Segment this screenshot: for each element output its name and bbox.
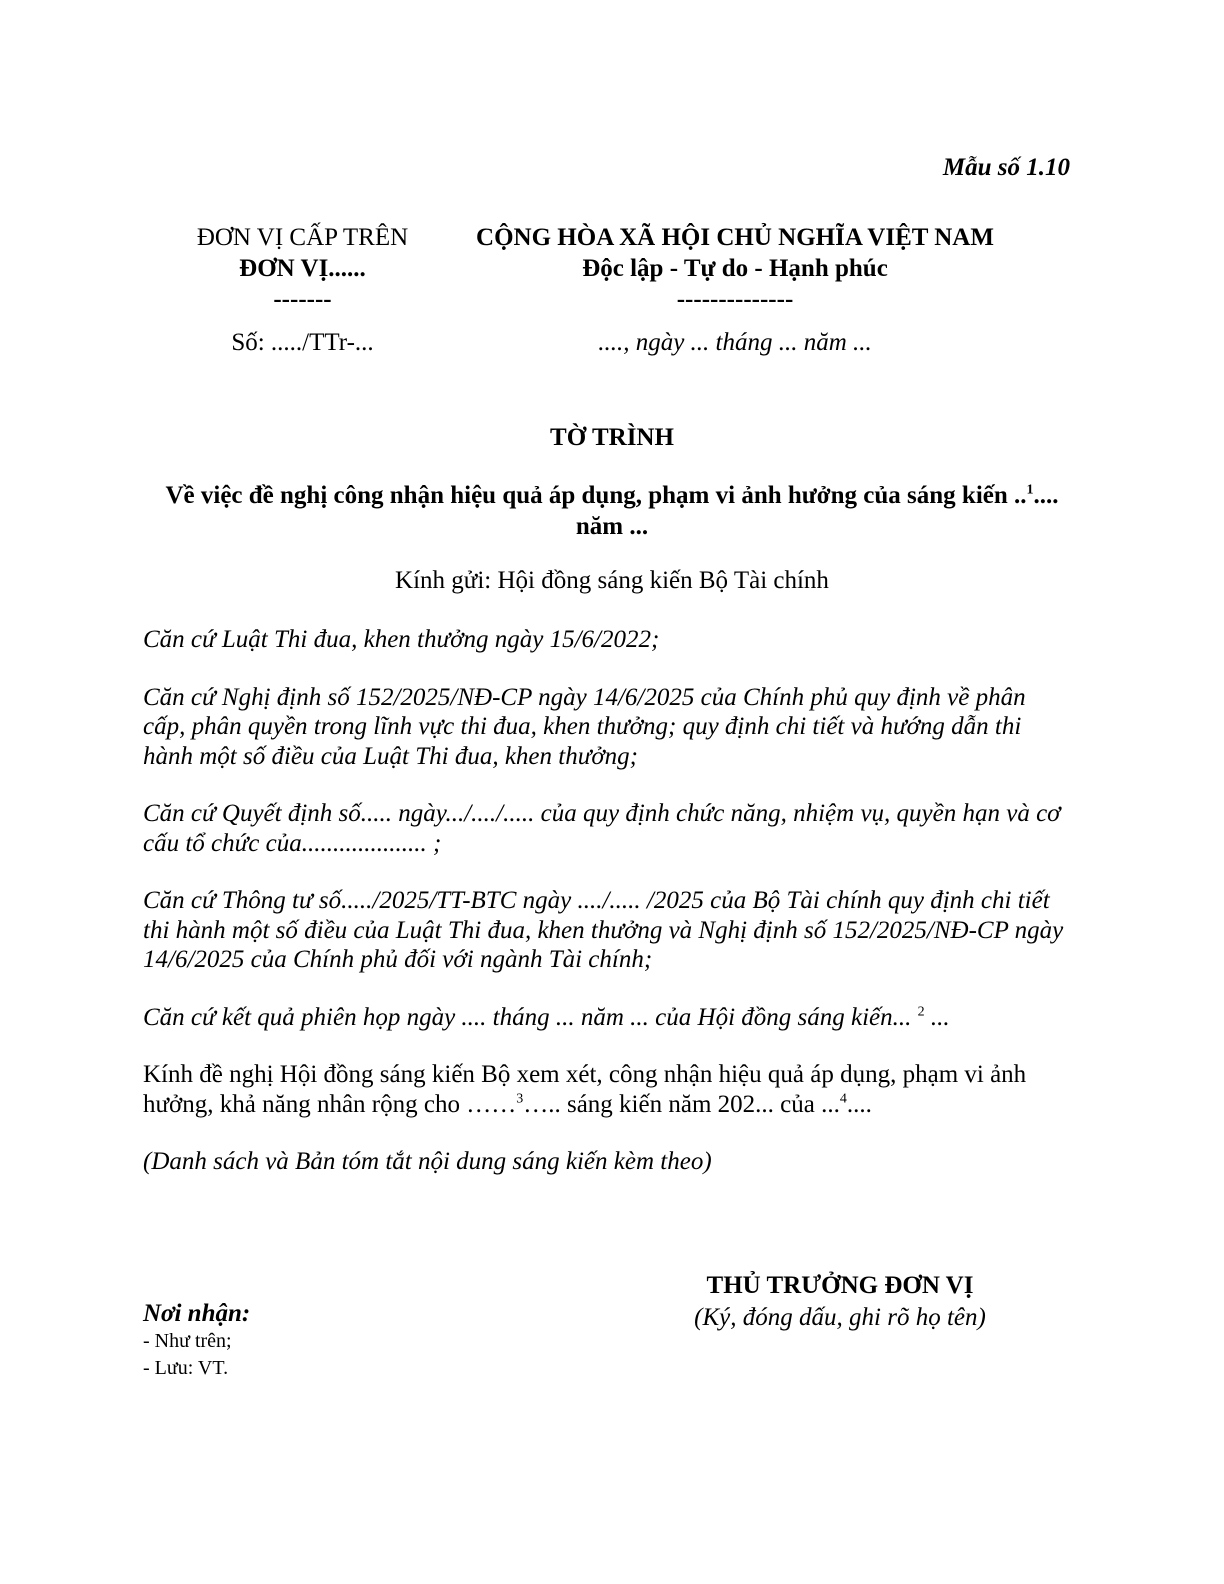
national-header-block: [435, 222, 1035, 358]
signature-block: [640, 1270, 1040, 1334]
basis-meeting-tail: ...: [924, 1003, 950, 1031]
document-title: TỜ TRÌNH: [550, 424, 674, 451]
footnote-ref-2: 2: [917, 1004, 925, 1020]
place-date: ...., ngày ... tháng ... năm ...: [598, 329, 872, 356]
basis-meeting: [143, 1003, 1073, 1033]
signature-note: (Ký, đóng dấu, ghi rõ họ tên): [694, 1304, 986, 1331]
motto-separator: --------------: [676, 286, 794, 313]
request-text-1: Kính đề nghị Hội đồng sáng kiến Bộ xem xét, công nhận hiệu quả áp dụng, phạm vi ảnh hưởng, khả năng nhân rộng cho ……: [143, 1061, 1027, 1118]
signer-title: THỦ TRƯỞNG ĐƠN VỊ: [706, 1272, 974, 1299]
national-motto: Độc lập - Tự do - Hạnh phúc: [582, 255, 888, 282]
document-body: [143, 625, 1073, 1177]
recipients-label: Nơi nhận:: [143, 1300, 251, 1327]
basis-circular: Căn cứ Thông tư số...../2025/TT-BTC ngày ..../..... /2025 của Bộ Tài chính quy định chi tiết thi hành một số điều của Luật Thi đua, khen thưởng và Nghị định số 152/2025/NĐ-CP ngày 14/6/2025 của Chính phủ đối với ngành Tài chính;: [143, 887, 1064, 973]
recipient-line: Kính gửi: Hội đồng sáng kiến Bộ Tài chính: [395, 567, 829, 594]
attachment-note: (Danh sách và Bản tóm tắt nội dung sáng kiến kèm theo): [143, 1148, 712, 1175]
superior-unit: ĐƠN VỊ CẤP TRÊN: [196, 224, 409, 251]
unit-name: ĐƠN VỊ......: [239, 255, 366, 282]
subject-text: Về việc đề nghị công nhận hiệu quả áp dụng, phạm vi ảnh hưởng của sáng kiến ..: [165, 482, 1027, 509]
form-number: Mẫu số 1.10: [942, 154, 1070, 181]
document-subject: [110, 480, 1114, 542]
country-name: CỘNG HÒA XÃ HỘI CHỦ NGHĨA VIỆT NAM: [476, 224, 994, 251]
recipients-block: [143, 1300, 250, 1382]
basis-decision: Căn cứ Quyết định số..... ngày.../..../..... của quy định chức năng, nhiệm vụ, quyền hạn và cơ cấu tổ chức của.................... ;: [143, 800, 1061, 857]
request-text-2: ….. sáng kiến năm 202... của ...: [523, 1090, 840, 1118]
basis-meeting-text: Căn cứ kết quả phiên họp ngày .... tháng ... năm ... của Hội đồng sáng kiến...: [143, 1003, 918, 1031]
basis-law: Căn cứ Luật Thi đua, khen thưởng ngày 15/6/2022;: [143, 626, 660, 653]
footnote-ref-4: 4: [839, 1091, 847, 1107]
basis-decree: Căn cứ Nghị định số 152/2025/NĐ-CP ngày 14/6/2025 của Chính phủ quy định về phân cấp, phân quyền trong lĩnh vực thi đua, khen thưởng; quy định chi tiết và hướng dẫn thi hành một số điều của Luật Thi đua, khen thưởng;: [143, 683, 1026, 770]
recipient-item: - Như trên;: [143, 1330, 232, 1352]
issuing-unit-block: [140, 222, 465, 358]
subject-line-1: [110, 480, 1114, 511]
recipient-item: - Lưu: VT.: [143, 1357, 229, 1379]
footnote-ref-3: 3: [516, 1091, 524, 1107]
unit-separator: -------: [273, 286, 332, 313]
request-paragraph: [143, 1060, 1073, 1119]
subject-tail: ....: [1033, 482, 1059, 509]
request-text-3: ....: [846, 1090, 872, 1118]
footnote-ref-1: 1: [1026, 482, 1034, 498]
document-number: Số: ...../TTr-...: [231, 329, 374, 356]
subject-line-2: năm ...: [575, 513, 649, 540]
